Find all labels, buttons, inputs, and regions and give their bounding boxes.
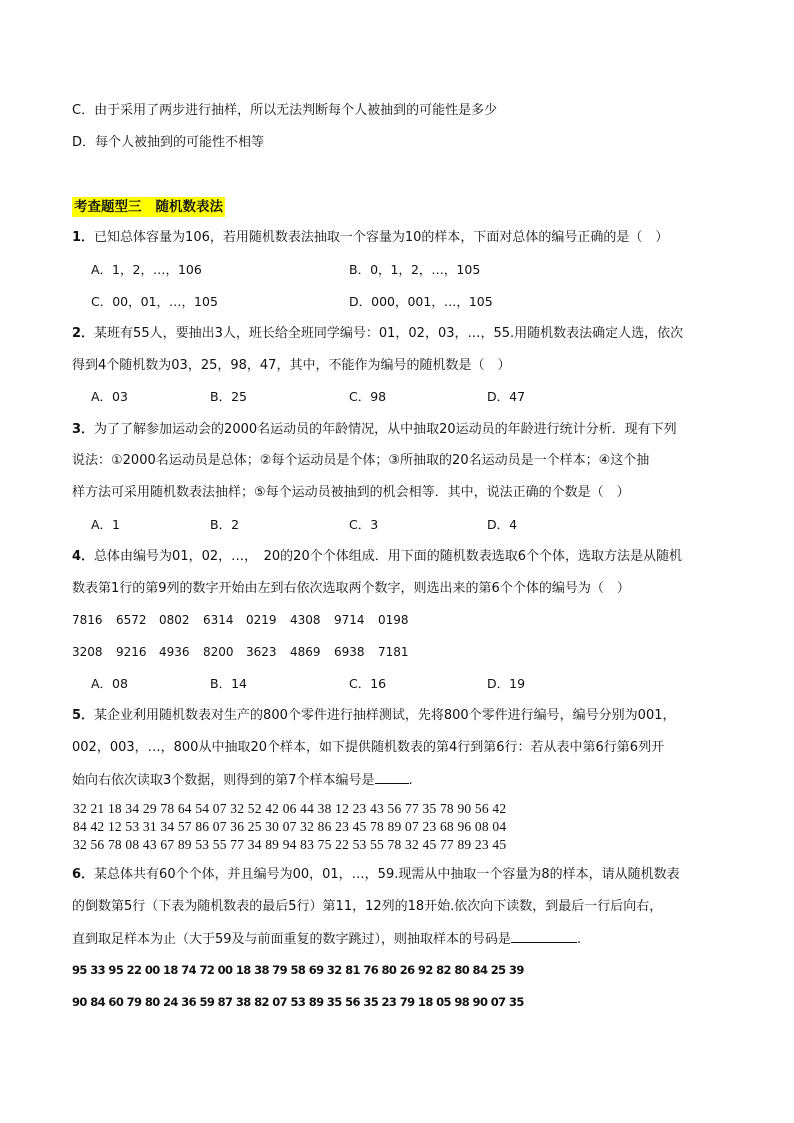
- q6-answer-blank[interactable]: [511, 930, 577, 943]
- q1-number: 1．: [72, 230, 95, 245]
- q3-option-d: D．4: [487, 517, 518, 532]
- q5-answer-blank[interactable]: [375, 771, 409, 784]
- q6-random-table-row2: 90 84 60 79 80 24 36 59 87 38 82 07 53 89 35 56 35 23 79 18 05 98 90 07 35: [72, 995, 524, 1009]
- q5-text-line1: 某企业利用随机数表对生产的800个零件进行抽样测试，先将800个零件进行编号，编号分别为001，: [94, 708, 676, 723]
- q4-cell: 0802: [159, 613, 190, 627]
- q2-option-c: C．98: [349, 389, 387, 404]
- q1-option-d: D．000，001，…，105: [349, 294, 493, 309]
- q4-random-table-row1: [72, 611, 422, 629]
- section-heading: [72, 197, 225, 217]
- q4-cell: 0198: [378, 613, 409, 627]
- q4-cell: 4308: [290, 613, 321, 627]
- q1-option-a: A．1，2，…，106: [91, 262, 202, 277]
- q5-end-mark: .: [408, 773, 413, 788]
- q1-option-c: C．00，01，…，105: [91, 294, 218, 309]
- q6-number: 6．: [72, 867, 95, 882]
- section-heading-part2: 随机数表法: [155, 199, 223, 215]
- q1-text: 已知总体容量为106，若用随机数表法抽取一个容量为10的样本，下面对总体的编号正确的是（ ）: [94, 230, 669, 245]
- q4-number: 4．: [72, 549, 95, 564]
- q4-cell: 9714: [334, 613, 365, 627]
- q6-stem-line2: 的倒数第5行（下表为随机数表的最后5行）第11，12列的18开始.依次向下读数，到最后一行后向右，: [72, 899, 663, 914]
- q4-cell: 4936: [159, 645, 190, 659]
- q5-stem-line1: [72, 707, 676, 725]
- q2-option-a: A．03: [91, 389, 128, 404]
- q4-cell: 9216: [116, 645, 147, 659]
- q6-text-line1: 某总体共有60个个体，并且编号为00，01，…，59.现需从中抽取一个容量为8的样本，请从随机数表: [94, 867, 680, 882]
- q3-stem-line2: 说法：①2000名运动员是总体；②每个运动员是个体；③所抽取的20名运动员是一个样本；④这个抽: [72, 453, 650, 468]
- q6-random-table-row1: 95 33 95 22 00 18 74 72 00 18 38 79 58 69 32 81 76 80 26 92 82 80 84 25 39: [72, 963, 524, 977]
- q4-option-b: B．14: [210, 676, 247, 691]
- q4-option-a: A．08: [91, 676, 128, 691]
- q6-stem-line1: [72, 866, 680, 884]
- q2-stem-line1: [72, 325, 683, 343]
- q5-random-table-row4: 32 21 18 34 29 78 64 54 07 32 52 42 06 44 38 12 23 43 56 77 35 78 90 56 42: [73, 801, 507, 816]
- q6-text-line3: 直到取足样本为止（大于59及与前面重复的数字跳过），则抽取样本的号码是: [72, 932, 512, 947]
- q4-text-line1: 总体由编号为01，02，…， 20的20个个体组成．用下面的随机数表选取6个个体，选取方法是从随机: [94, 549, 682, 564]
- q5-random-table-row6: 32 56 78 08 43 67 89 53 55 77 34 89 94 83 75 22 53 55 78 32 45 77 89 23 45: [73, 837, 507, 852]
- q4-cell: 3208: [72, 645, 103, 659]
- prev-option-c: C．由于采用了两步进行抽样，所以无法判断每个人被抽到的可能性是多少: [72, 103, 498, 118]
- q2-option-b: B．25: [210, 389, 247, 404]
- q6-stem-line3: [72, 930, 581, 949]
- q3-text-line1: 为了了解参加运动会的2000名运动员的年龄情况，从中抽取20运动员的年龄进行统计分析．现有下列: [94, 422, 677, 437]
- q2-number: 2．: [72, 326, 95, 341]
- q3-option-a: A．1: [91, 517, 121, 532]
- q3-number: 3．: [72, 422, 95, 437]
- section-heading-part1: 考查题型三: [74, 199, 142, 215]
- q1-option-b: B．0，1，2，…，105: [349, 262, 481, 277]
- q4-random-table-row2: [72, 643, 422, 661]
- q4-stem-line2: 数表第1行的第9列的数字开始由左到右依次选取两个数字，则选出来的第6个个体的编号为（ ）: [72, 581, 630, 596]
- q4-cell: 8200: [203, 645, 234, 659]
- q3-option-c: C．3: [349, 517, 379, 532]
- q6-end-mark: .: [577, 932, 582, 947]
- q4-option-c: C．16: [349, 676, 387, 691]
- q5-random-table-row5: 84 42 12 53 31 34 57 86 07 36 25 30 07 32 86 23 45 78 89 07 23 68 96 08 04: [73, 819, 507, 834]
- q3-stem-line3: 样方法可采用随机数表法抽样；⑤每个运动员被抽到的机会相等．其中，说法正确的个数是（ ）: [72, 485, 630, 500]
- q4-stem-line1: [72, 548, 682, 566]
- q4-cell: 3623: [246, 645, 277, 659]
- q2-option-d: D．47: [487, 389, 526, 404]
- q2-text-line1: 某班有55人，要抽出3人，班长给全班同学编号：01，02，03，…，55.用随机数表法确定人选，依次: [94, 326, 684, 341]
- q4-cell: 6572: [116, 613, 147, 627]
- q3-option-b: B．2: [210, 517, 240, 532]
- prev-option-d: D．每个人被抽到的可能性不相等: [72, 135, 265, 150]
- q4-cell: 6938: [334, 645, 365, 659]
- q5-number: 5．: [72, 708, 95, 723]
- q1-stem: [72, 229, 668, 247]
- q4-cell: 0219: [246, 613, 277, 627]
- q3-stem-line1: [72, 421, 677, 439]
- q5-stem-line2: 002，003，…，800从中抽取20个样本，如下提供随机数表的第4行到第6行：若从表中第6行第6列开: [72, 740, 665, 755]
- q2-stem-line2: 得到4个随机数为03，25，98，47，其中，不能作为编号的随机数是（ ）: [72, 358, 511, 373]
- q4-cell: 7181: [378, 645, 409, 659]
- q4-option-d: D．19: [487, 676, 526, 691]
- q5-stem-line3: [72, 771, 413, 790]
- q4-cell: 7816: [72, 613, 103, 627]
- q5-text-line3: 始向右依次读取3个数据，则得到的第7个样本编号是: [72, 773, 375, 788]
- q4-cell: 6314: [203, 613, 234, 627]
- q4-cell: 4869: [290, 645, 321, 659]
